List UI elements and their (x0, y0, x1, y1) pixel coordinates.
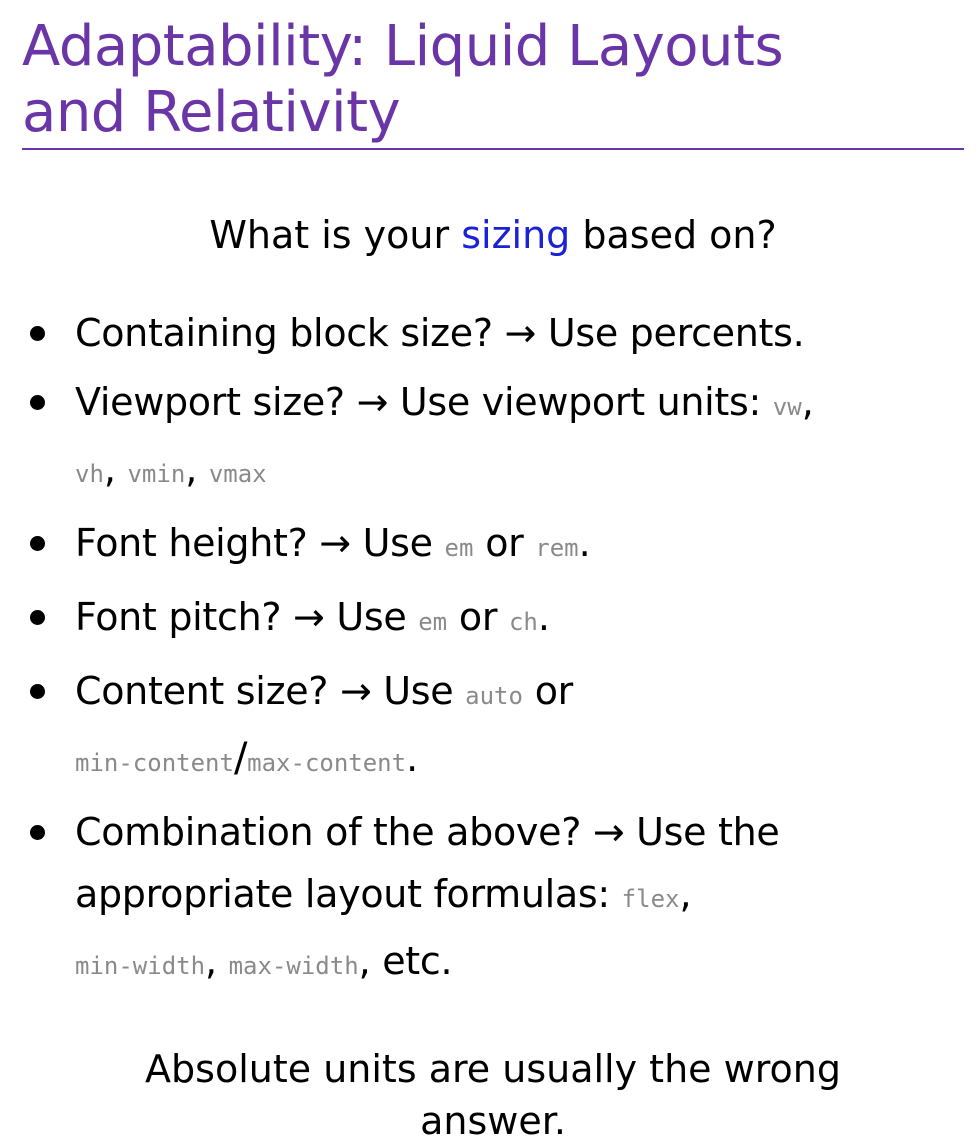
code-vmin: vmin (127, 460, 186, 488)
question-accent: sizing (461, 213, 571, 257)
slash: / (233, 735, 248, 781)
arrow-icon: → (339, 669, 372, 713)
item-answer: Use (383, 669, 454, 713)
sizing-list (22, 302, 964, 997)
list-item (22, 801, 964, 997)
list-item (22, 302, 964, 364)
code-vh: vh (75, 460, 104, 488)
item-question: Font pitch? (75, 595, 282, 639)
arrow-icon: → (319, 521, 351, 565)
code-min-width: min-width (75, 952, 206, 980)
period: . (406, 736, 418, 780)
list-item (22, 371, 964, 505)
period: . (578, 521, 591, 565)
list-item (22, 512, 964, 579)
arrow-icon: → (504, 311, 537, 355)
item-question: Containing block size? (75, 311, 493, 355)
question-before: What is your (209, 213, 462, 257)
item-answer: Use (362, 521, 433, 565)
item-question: Combination of the above? (75, 810, 582, 854)
comma: , (801, 380, 814, 424)
list-item (22, 660, 964, 794)
code-auto: auto (465, 682, 523, 710)
comma: , (205, 939, 217, 983)
closing-line-2: answer. (420, 1099, 566, 1143)
sizing-question (22, 212, 964, 258)
comma: , (358, 939, 371, 983)
question-after: based on? (570, 213, 777, 257)
arrow-icon: → (293, 595, 325, 639)
item-joiner: or (534, 669, 574, 713)
item-question: Font height? (75, 521, 308, 565)
title-line-1: Adaptability: Liquid Layouts (22, 14, 784, 79)
item-answer: Use percents. (547, 311, 805, 355)
item-question: Content size? (75, 669, 329, 713)
arrow-icon: → (592, 810, 625, 854)
item-tail: etc. (382, 939, 453, 983)
code-vmax: vmax (208, 460, 267, 488)
comma: , (679, 872, 692, 916)
item-joiner: or (485, 521, 524, 565)
code-flex: flex (621, 885, 680, 913)
title-line-2: and Relativity (22, 80, 401, 145)
code-min-content: min-content (75, 749, 234, 777)
closing-note (22, 1043, 964, 1147)
code-max-width: max-width (228, 952, 359, 980)
code-vw: vw (772, 393, 802, 421)
slide (22, 0, 964, 1143)
arrow-icon: → (356, 380, 389, 424)
code-em: em (418, 608, 448, 636)
code-max-content: max-content (247, 749, 407, 777)
item-answer: Use (336, 595, 407, 639)
comma: , (103, 447, 116, 491)
list-item (22, 586, 964, 653)
item-answer-continued: appropriate layout formulas: (75, 872, 610, 916)
comma: , (185, 447, 198, 491)
item-joiner: or (458, 595, 498, 639)
code-rem: rem (535, 534, 579, 562)
item-question: Viewport size? (75, 380, 345, 424)
slide-title (22, 14, 964, 150)
code-em: em (444, 534, 474, 562)
item-answer: Use viewport units: (399, 380, 761, 424)
item-answer: Use the (636, 810, 780, 854)
period: . (537, 595, 550, 639)
closing-line-1: Absolute units are usually the wrong (145, 1047, 841, 1091)
code-ch: ch (508, 608, 538, 636)
